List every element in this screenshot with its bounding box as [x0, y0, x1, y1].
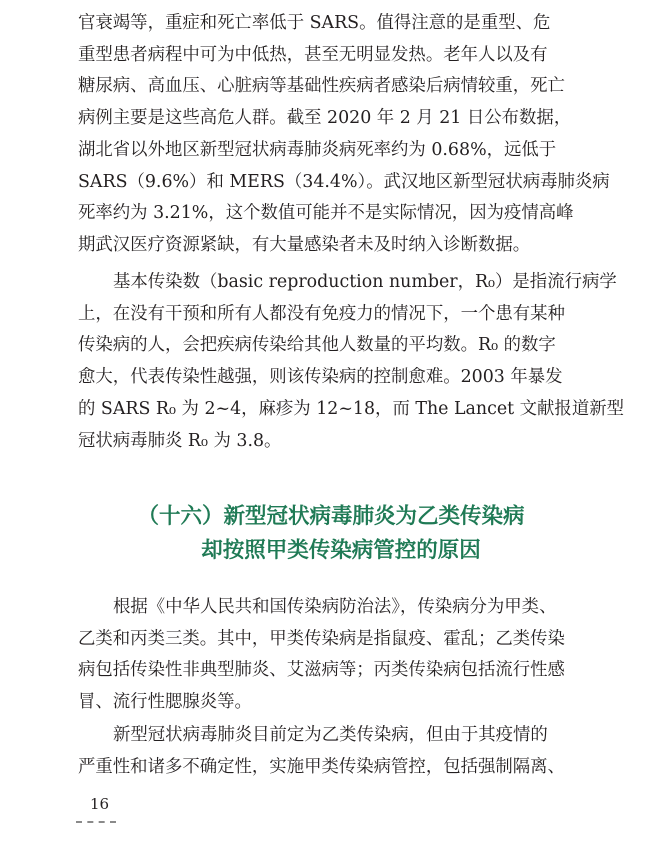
- text-line: SARS（9.6%）和 MERS（34.4%）。武汉地区新型冠状病毒肺炎病: [78, 171, 610, 192]
- footer-dash-divider: [76, 821, 116, 823]
- text-line: 冒、流行性腮腺炎等。: [78, 692, 252, 713]
- text-line: 新型冠状病毒肺炎目前定为乙类传染病，但由于其疫情的: [113, 725, 548, 745]
- paragraph-reproduction-number: [78, 267, 624, 457]
- text-line: 根据《中华人民共和国传染病防治法》，传染病分为甲类、: [113, 597, 557, 617]
- paragraph-mortality: [78, 8, 610, 262]
- text-line: 糖尿病、高血压、心脏病等基础性疾病者感染后病情较重，死亡: [78, 76, 565, 97]
- text-line: 乙类和丙类三类。其中，甲类传染病是指鼠疫、霍乱；乙类传染: [78, 628, 565, 649]
- section-heading: [0, 500, 652, 568]
- text-line: 湖北省以外地区新型冠状病毒肺炎病死率约为 0.68%，远低于: [78, 139, 557, 160]
- text-line: 严重性和诸多不确定性，实施甲类传染病管控，包括强制隔离、: [78, 756, 565, 777]
- text-line: 重型患者病程中可为中低热，甚至无明显发热。老年人以及有: [78, 44, 548, 65]
- paragraph-management: [78, 720, 578, 783]
- text-line: 官衰竭等，重症和死亡率低于 SARS。值得注意的是重型、危: [78, 13, 551, 33]
- text-line: 基本传染数（basic reproduction number，R₀）是指流行病学: [113, 272, 617, 292]
- text-line: 冠状病毒肺炎 R₀ 为 3.8。: [78, 430, 282, 451]
- paragraph-disease-classes: [78, 592, 578, 719]
- text-line: 病包括传染性非典型肺炎、艾滋病等；丙类传染病包括流行性感: [78, 660, 565, 681]
- text-line: 死率约为 3.21%，这个数值可能并不是实际情况，因为疫情高峰: [78, 203, 574, 224]
- text-line: 的 SARS R₀ 为 2~4，麻疹为 12~18，而 The Lancet 文献报道新型: [78, 398, 624, 419]
- text-line: 期武汉医疗资源紧缺，有大量感染者未及时纳入诊断数据。: [78, 234, 531, 255]
- text-line: 上，在没有干预和所有人都没有免疫力的情况下，一个患有某种: [78, 303, 565, 324]
- text-line: 愈大，代表传染性越强，则该传染病的控制愈难。2003 年暴发: [78, 367, 563, 388]
- page-number: 16: [90, 795, 110, 813]
- text-line: 病例主要是这些高危人群。截至 2020 年 2 月 21 日公布数据，: [78, 108, 572, 129]
- section-heading-line-1: （十六）新型冠状病毒肺炎为乙类传染病: [137, 504, 525, 529]
- text-line: 传染病的人，会把疾病传染给其他人数量的平均数。R₀ 的数字: [78, 335, 556, 356]
- section-heading-line-2: 却按照甲类传染病管控的原因: [201, 538, 481, 563]
